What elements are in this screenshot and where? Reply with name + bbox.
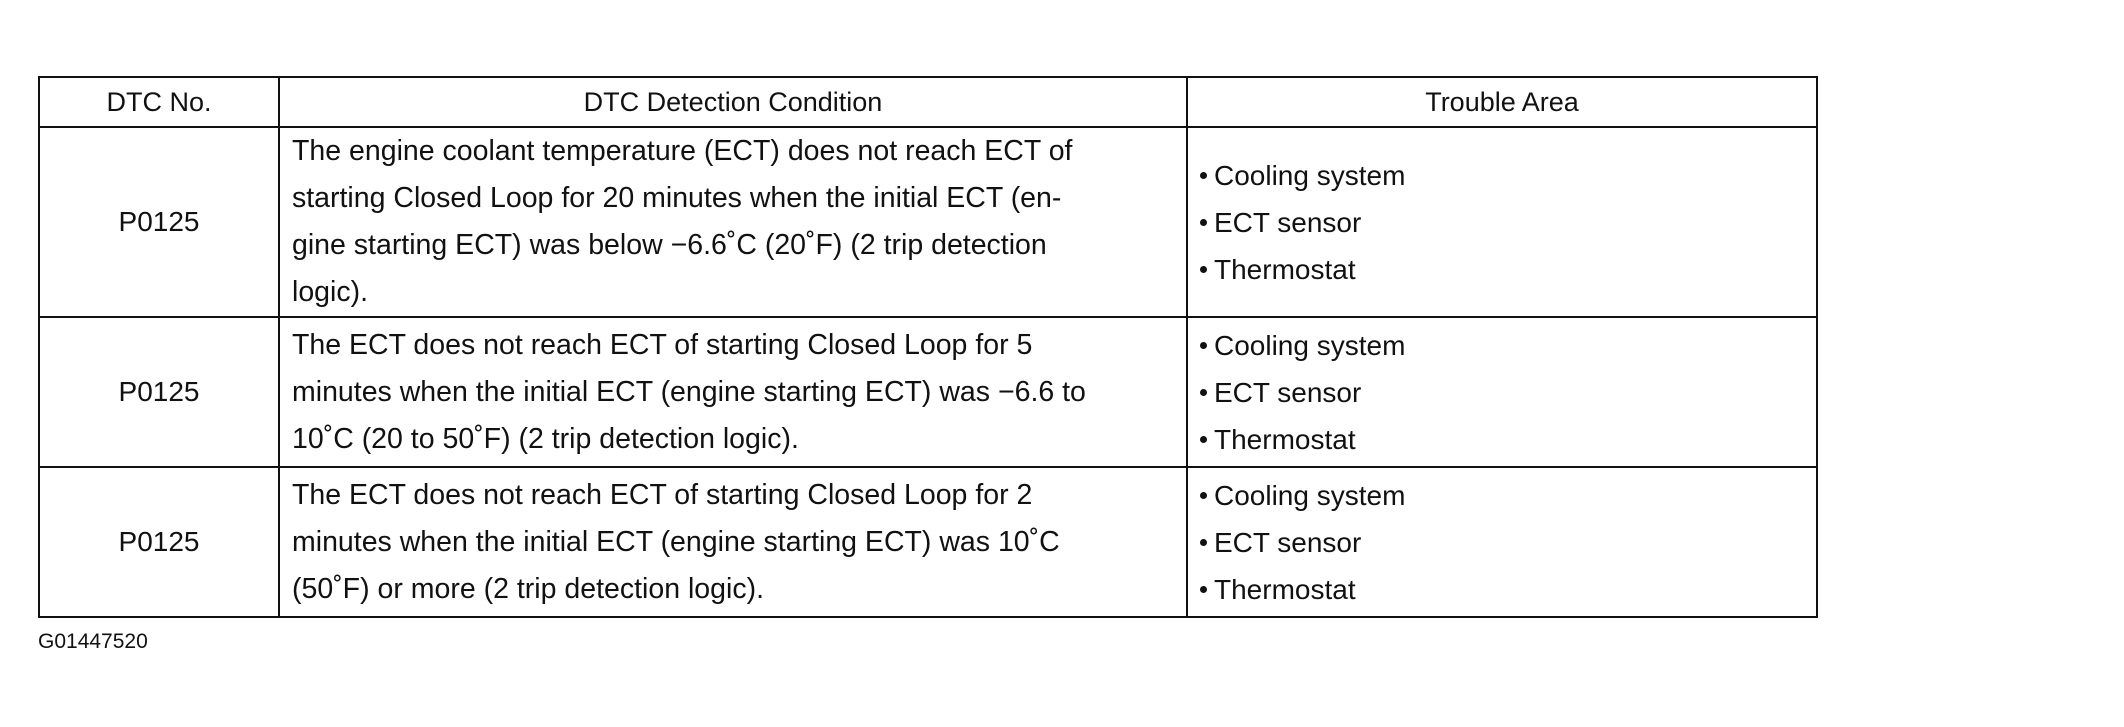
list-item (1200, 369, 1806, 416)
trouble-area-item: Thermostat (1214, 573, 1356, 605)
bullet-icon (1200, 172, 1207, 179)
bullet-icon (1200, 492, 1207, 499)
trouble-area-item: Thermostat (1214, 423, 1356, 455)
dtc-table (38, 76, 1818, 618)
bullet-icon (1200, 539, 1207, 546)
trouble-area-item: Thermostat (1214, 253, 1356, 285)
trouble-area-item: Cooling system (1214, 159, 1406, 191)
list-item (1200, 152, 1806, 199)
dtc-code: P0125 (39, 127, 279, 317)
table-row (39, 127, 1817, 317)
list-item (1200, 246, 1806, 293)
list-item (1200, 472, 1806, 519)
bullet-icon (1200, 342, 1207, 349)
trouble-area-list (1200, 472, 1806, 613)
detection-condition: The ECT does not reach ECT of starting Closed Loop for 2 minutes when the initial ECT (engine starting ECT) was 10˚C (50˚F) or more (2 trip detection logic). (279, 467, 1187, 617)
list-item (1200, 322, 1806, 369)
trouble-area-item: Cooling system (1214, 329, 1406, 361)
header-row (39, 77, 1817, 127)
bullet-icon (1200, 586, 1207, 593)
bullet-icon (1200, 436, 1207, 443)
list-item (1200, 199, 1806, 246)
trouble-area-cell (1187, 127, 1817, 317)
dtc-code: P0125 (39, 317, 279, 467)
bullet-icon (1200, 266, 1207, 273)
figure-id: G01447520 (38, 630, 148, 653)
trouble-area-list (1200, 322, 1806, 463)
trouble-area-cell (1187, 467, 1817, 617)
table-row (39, 467, 1817, 617)
header-dtc-no: DTC No. (39, 77, 279, 127)
header-detection-condition: DTC Detection Condition (279, 77, 1187, 127)
list-item (1200, 566, 1806, 613)
detection-condition: The engine coolant temperature (ECT) does not reach ECT of starting Closed Loop for 20 minutes when the initial ECT (en- gine starting ECT) was below −6.6˚C (20˚F) (2 trip detection logic). (279, 127, 1187, 317)
list-item (1200, 416, 1806, 463)
table-row (39, 317, 1817, 467)
detection-condition: The ECT does not reach ECT of starting Closed Loop for 5 minutes when the initial ECT (engine starting ECT) was −6.6 to 10˚C (20 to 50˚F) (2 trip detection logic). (279, 317, 1187, 467)
bullet-icon (1200, 219, 1207, 226)
trouble-area-item: Cooling system (1214, 479, 1406, 511)
trouble-area-cell (1187, 317, 1817, 467)
header-trouble-area: Trouble Area (1187, 77, 1817, 127)
list-item (1200, 519, 1806, 566)
trouble-area-item: ECT sensor (1214, 376, 1362, 408)
bullet-icon (1200, 389, 1207, 396)
trouble-area-item: ECT sensor (1214, 206, 1362, 238)
trouble-area-item: ECT sensor (1214, 526, 1362, 558)
dtc-code: P0125 (39, 467, 279, 617)
trouble-area-list (1200, 152, 1806, 293)
